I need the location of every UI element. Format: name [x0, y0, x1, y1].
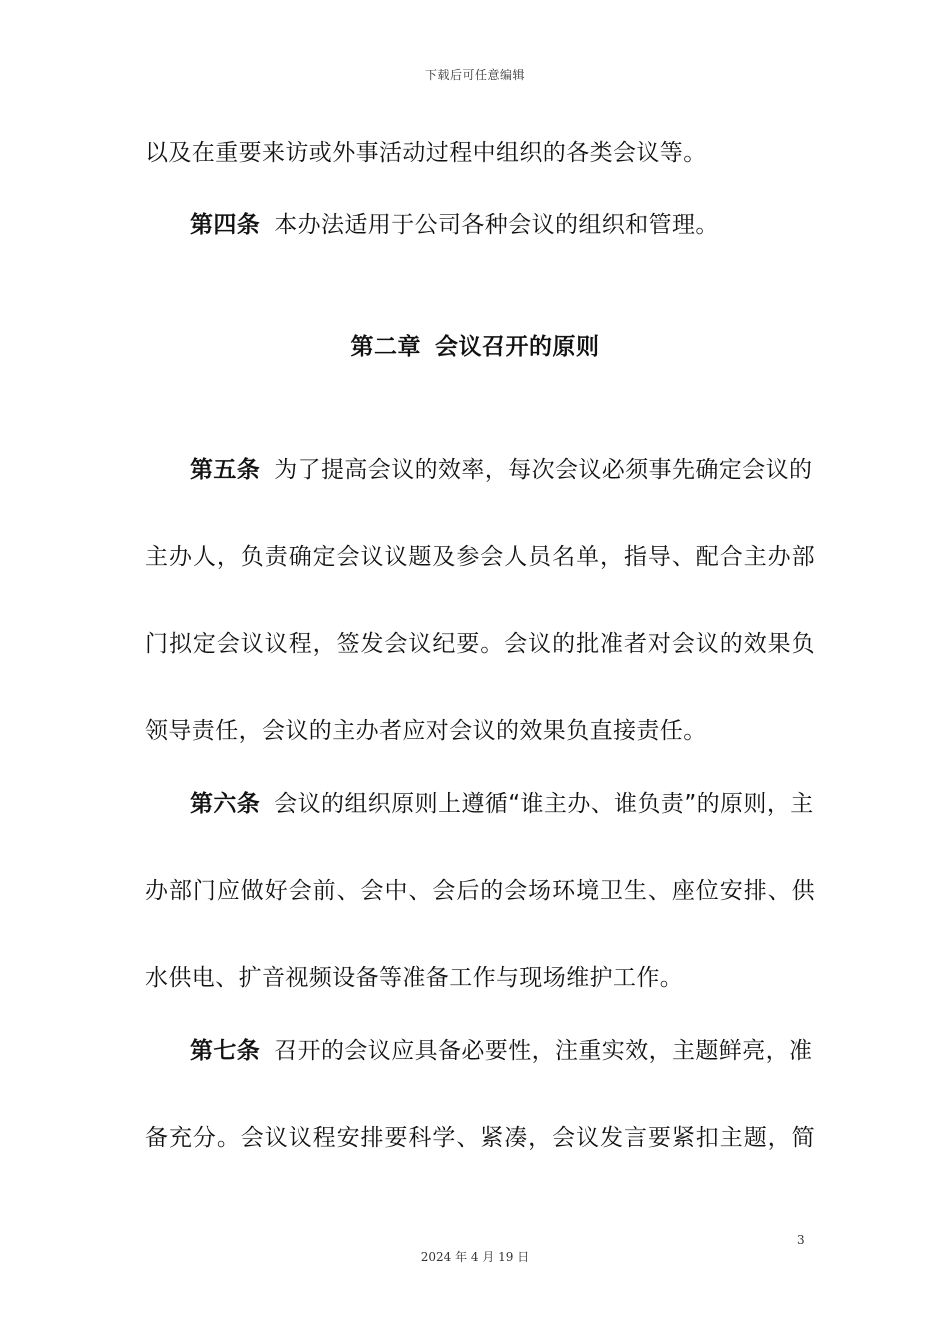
chapter-heading — [0, 332, 950, 362]
article-4 — [190, 210, 815, 240]
article-7-line-1 — [190, 1036, 813, 1066]
page-number: 3 — [797, 1233, 805, 1247]
article-7-label: 第七条 — [190, 1038, 261, 1064]
article-5-line-2: 主办人，负责确定会议议题及参会人员名单，指导、配合主办部 — [145, 544, 815, 570]
article-6-line-3: 水供电、扩音视频设备等准备工作与现场维护工作。 — [145, 965, 684, 991]
article-4-label: 第四条 — [190, 212, 261, 238]
page-header: 下载后可任意编辑 — [424, 68, 525, 82]
article-7-text-1: 召开的会议应具备必要性，注重实效，主题鲜亮，准 — [274, 1038, 813, 1064]
article-5-line-1 — [190, 455, 813, 485]
chapter-number: 第二章 — [350, 334, 421, 360]
article-6-label: 第六条 — [190, 791, 261, 817]
article-6-line-2: 办部门应做好会前、会中、会后的会场环境卫生、座位安排、供 — [145, 878, 815, 904]
footer-date: 2024 年 4 月 19 日 — [420, 1250, 530, 1264]
article-5-text-1: 为了提高会议的效率，每次会议必须事先确定会议的 — [274, 457, 813, 483]
article-6-text-1: 会议的组织原则上遵循“谁主办、谁负责”的原则，主 — [274, 791, 814, 817]
chapter-title: 会议召开的原则 — [435, 334, 600, 360]
article-6-line-1 — [190, 789, 814, 819]
article-7-line-2: 备充分。会议议程安排要科学、紧凑，会议发言要紧扣主题，简 — [145, 1125, 815, 1151]
article-4-text: 本办法适用于公司各种会议的组织和管理。 — [274, 212, 719, 238]
paragraph-continuation: 以及在重要来访或外事活动过程中组织的各类会议等。 — [145, 140, 707, 166]
article-5-label: 第五条 — [190, 457, 261, 483]
article-5-line-4: 领导责任，会议的主办者应对会议的效果负直接责任。 — [145, 718, 707, 744]
article-5-line-3: 门拟定会议议程，签发会议纪要。会议的批准者对会议的效果负 — [145, 631, 815, 657]
